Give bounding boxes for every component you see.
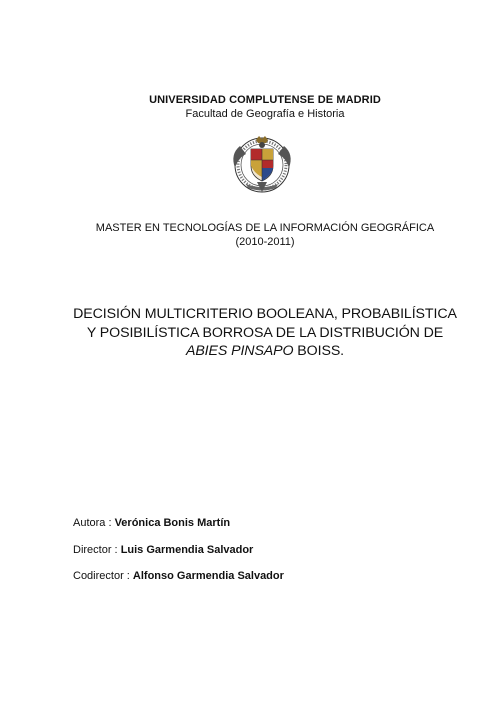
codirector-label: Codirector :	[73, 570, 133, 582]
master-program: MASTER EN TECNOLOGÍAS DE LA INFORMACIÓN GEOGRÁFICA	[95, 222, 435, 234]
university-seal-icon	[226, 132, 298, 196]
university-name: UNIVERSIDAD COMPLUTENSE DE MADRID	[149, 94, 381, 106]
title-line-3	[20, 342, 500, 361]
species-name: ABIES PINSAPO	[185, 343, 294, 359]
faculty-name: Facultad de Geografía e Historia	[185, 108, 345, 120]
thesis-title	[20, 305, 500, 361]
author-name: Verónica Bonis Martín	[114, 517, 231, 529]
title-line-1: DECISIÓN MULTICRITERIO BOOLEANA, PROBABILÍSTICA	[73, 306, 457, 322]
author-line	[73, 517, 230, 529]
director-name: Luis Garmendia Salvador	[120, 544, 254, 556]
director-line	[73, 544, 253, 556]
species-author: BOISS.	[293, 343, 345, 359]
author-label: Autora :	[73, 517, 115, 529]
academic-years: (2010-2011)	[235, 236, 295, 248]
title-line-2: Y POSIBILÍSTICA BORROSA DE LA DISTRIBUCIÓN DE	[86, 324, 444, 341]
codirector-line	[73, 570, 284, 582]
director-label: Director :	[73, 544, 121, 556]
codirector-name: Alfonso Garmendia Salvador	[132, 570, 284, 582]
